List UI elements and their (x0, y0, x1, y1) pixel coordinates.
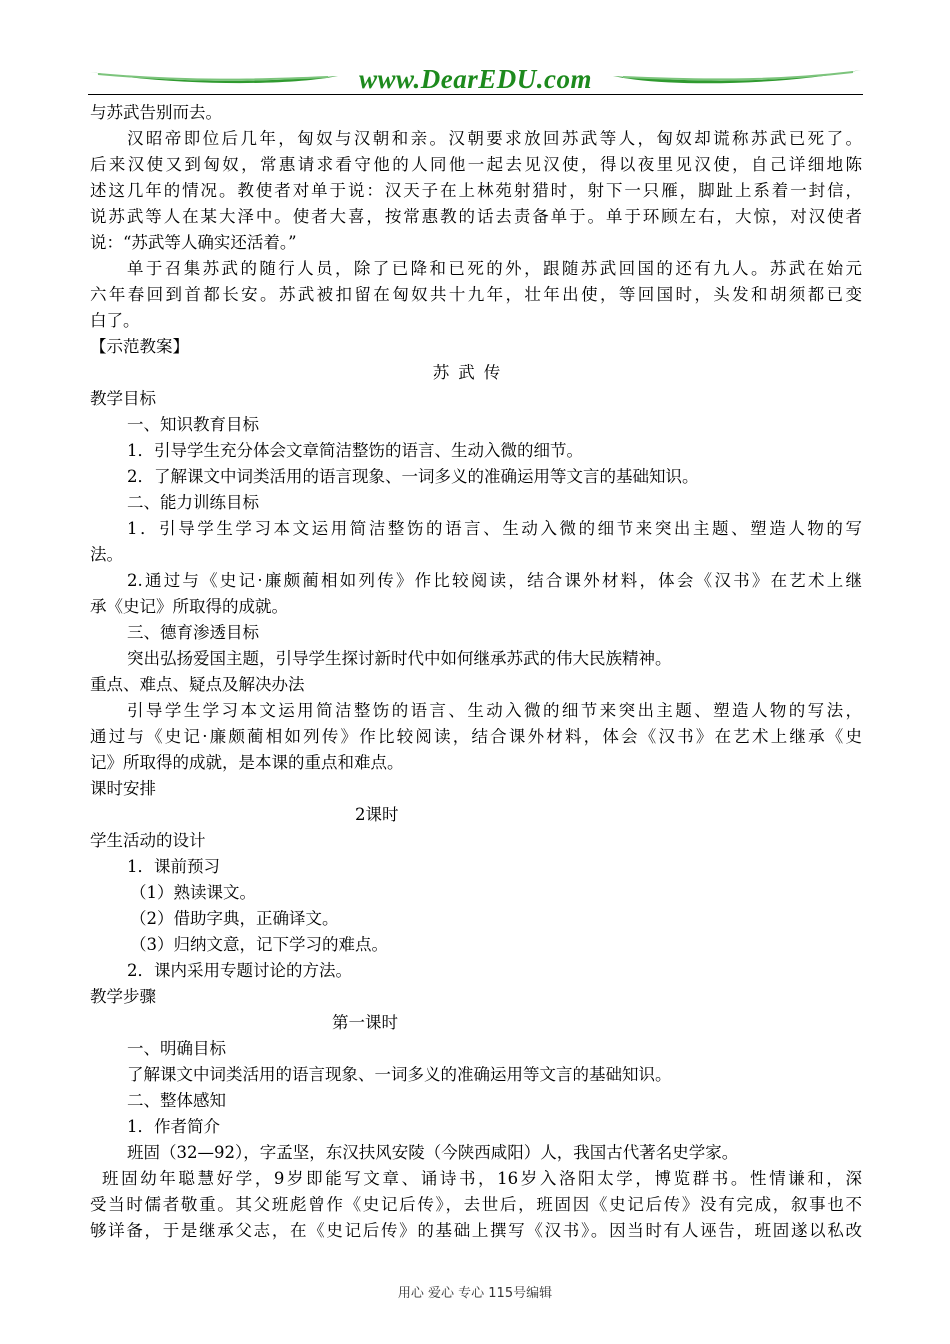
steps-heading: 教学步骤 (90, 987, 156, 1006)
page-footer: 用心 爱心 专心 115号编辑 (397, 1286, 553, 1301)
goal2-item: 1．引导学生学习本文运用简洁整饬的语言、生动入微的细节来突出主题、塑造人物的写 (127, 519, 862, 538)
document-body (90, 100, 862, 1244)
goal2-item: 2.通过与《史记·廉颇蔺相如列传》作比较阅读，结合课外材料，体会《汉书》在艺术上继 (127, 571, 862, 590)
paragraph-line: 述这几年的情况。教使者对单于说：汉天子在上林苑射猎时，射下一只雁，脚趾上系着一封信， (90, 181, 862, 200)
activity-sub-item: （2）借助字典，正确译文。 (130, 909, 339, 928)
page-header (88, 62, 863, 94)
step2-item: 1．作者简介 (127, 1117, 220, 1136)
author-line: 班固（32—92），字孟坚，东汉扶风安陵（今陕西咸阳）人，我国古代著名史学家。 (127, 1143, 739, 1162)
schedule-value: 2课时 (355, 805, 399, 824)
paragraph-line: 班固幼年聪慧好学，9岁即能写文章、诵诗书，16岁入洛阳太学，博览群书。性情谦和，深 (102, 1169, 862, 1188)
paragraph-line: 单于召集苏武的随行人员，除了已降和已死的外，跟随苏武回国的还有九人。苏武在始元 (127, 259, 862, 278)
intro-end: 与苏武告别而去。 (90, 103, 222, 122)
goal3-text: 突出弘扬爱国主题，引导学生探讨新时代中如何继承苏武的伟大民族精神。 (127, 649, 672, 668)
goal1-heading: 一、知识教育目标 (127, 415, 259, 434)
story-paragraph-2 (90, 256, 862, 334)
goals-heading: 教学目标 (90, 389, 156, 408)
goal1-item: 1．引导学生充分体会文章简洁整饬的语言、生动入微的细节。 (127, 441, 583, 460)
goal1-item: 2．了解课文中词类活用的语言现象、一词多义的准确运用等文言的基础知识。 (127, 467, 699, 486)
goal2-item-cont: 承《史记》所取得的成就。 (90, 597, 288, 616)
section-label: 【示范教案】 (90, 337, 189, 356)
period-title: 第一课时 (332, 1013, 398, 1032)
schedule-heading: 课时安排 (90, 779, 156, 798)
goal2-heading: 二、能力训练目标 (127, 493, 259, 512)
paragraph-line: 引导学生学习本文运用简洁整饬的语言、生动入微的细节来突出主题、塑造人物的写法， (127, 701, 862, 720)
step2-heading: 二、整体感知 (127, 1091, 226, 1110)
paragraph-line: 说：“苏武等人确实还活着。” (90, 233, 297, 252)
activity-sub-item: （1）熟读课文。 (130, 883, 256, 902)
paragraph-line: 说苏武等人在某大泽中。使者大喜，按常惠教的话去责备单于。单于环顾左右，大惊，对汉使者 (90, 207, 862, 226)
activity-heading: 学生活动的设计 (90, 831, 206, 850)
paragraph-line: 白了。 (90, 311, 140, 330)
step1-heading: 一、明确目标 (127, 1039, 226, 1058)
paragraph-line: 六年春回到首都长安。苏武被扣留在匈奴共十九年，壮年出使，等回国时，头发和胡须都已变 (90, 285, 862, 304)
activity-item: 1．课前预习 (127, 857, 220, 876)
site-logo: www.DearEDU.com (358, 64, 592, 94)
paragraph-line: 记》所取得的成就，是本课的重点和难点。 (90, 753, 404, 772)
paragraph-line: 后来汉使又到匈奴，常惠请求看守他的人同他一起去见汉使，得以夜里见汉使，自己详细地陈 (90, 155, 862, 174)
story-paragraph-1 (90, 126, 862, 256)
paragraph-line: 汉昭帝即位后几年，匈奴与汉朝和亲。汉朝要求放回苏武等人，匈奴却谎称苏武已死了。 (127, 129, 862, 148)
paragraph-line: 受当时儒者敬重。其父班彪曾作《史记后传》，去世后，班固因《史记后传》没有完成，叙事也不 (90, 1195, 862, 1214)
key-heading: 重点、难点、疑点及解决办法 (90, 675, 305, 694)
header-divider (88, 94, 863, 95)
step1-text: 了解课文中词类活用的语言现象、一词多义的准确运用等文言的基础知识。 (127, 1065, 672, 1084)
activity-sub-item: （3）归纳文意，记下学习的难点。 (130, 935, 388, 954)
goal2-item-cont: 法。 (90, 545, 123, 564)
paragraph-line: 通过与《史记·廉颇蔺相如列传》作比较阅读，结合课外材料，体会《汉书》在艺术上继承《史 (90, 727, 862, 746)
goal3-heading: 三、德育渗透目标 (127, 623, 259, 642)
paragraph-line: 够详备，于是继承父志，在《史记后传》的基础上撰写《汉书》。因当时有人诬告，班固遂以私改 (90, 1221, 862, 1240)
activity-item: 2．课内采用专题讨论的方法。 (127, 961, 352, 980)
lesson-title: 苏武传 (432, 363, 510, 382)
